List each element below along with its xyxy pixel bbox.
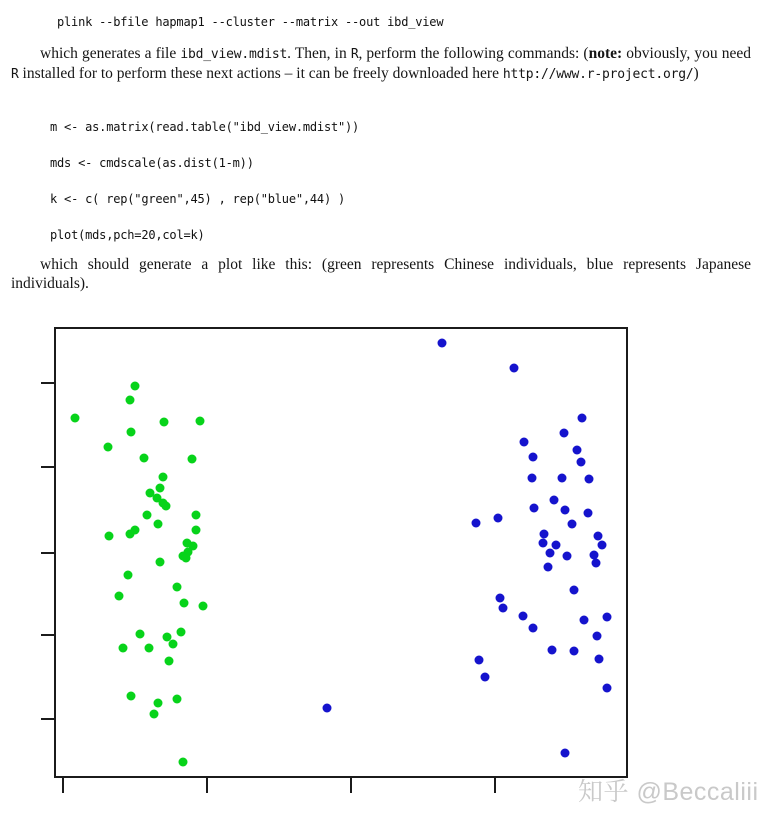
green-data-point (182, 554, 191, 563)
blue-data-point (578, 414, 587, 423)
blue-data-point (529, 453, 538, 462)
blue-data-point (548, 646, 557, 655)
blue-data-point (496, 594, 505, 603)
green-data-point (154, 520, 163, 529)
inline-code: R (11, 66, 19, 82)
blue-data-point (563, 552, 572, 561)
green-data-point (115, 592, 124, 601)
green-data-point (131, 382, 140, 391)
y-axis-tick (41, 634, 54, 636)
inline-code: R (350, 47, 359, 62)
green-data-point (119, 644, 128, 653)
green-data-point (192, 526, 201, 535)
paragraph-text: , perform the following commands: ( (358, 45, 589, 62)
green-data-point (156, 484, 165, 493)
green-data-point (162, 502, 171, 511)
green-data-point (71, 414, 80, 423)
green-data-point (160, 418, 169, 427)
bold-note: note: (588, 45, 623, 62)
blue-data-point (577, 458, 586, 467)
blue-data-point (561, 506, 570, 515)
blue-data-point (568, 520, 577, 529)
green-data-point (126, 396, 135, 405)
y-axis-tick (41, 552, 54, 554)
blue-data-point (584, 509, 593, 518)
blue-data-point (520, 438, 529, 447)
x-axis-tick (494, 778, 496, 793)
blue-data-point (561, 749, 570, 758)
blue-data-point (558, 474, 567, 483)
blue-data-point (546, 549, 555, 558)
green-data-point (124, 571, 133, 580)
blue-data-point (481, 673, 490, 682)
blue-data-point (499, 604, 508, 613)
paragraph-text: . Then, in (287, 45, 351, 62)
green-data-point (136, 630, 145, 639)
r-command-matrix: m <- as.matrix(read.table("ibd_view.mdist")) (50, 120, 360, 134)
green-data-point (188, 455, 197, 464)
blue-data-point (595, 655, 604, 664)
green-data-point (159, 473, 168, 482)
r-command-cmdscale: mds <- cmdscale(as.dist(1-m)) (50, 156, 254, 170)
green-data-point (104, 443, 113, 452)
paragraph-text: installed for to perform these next actions – it can be freely downloaded here (18, 64, 503, 82)
r-project-url-link[interactable]: http://www.r-project.org/ (502, 66, 694, 82)
blue-data-point (598, 541, 607, 550)
blue-data-point (540, 530, 549, 539)
paragraph-text: obviously, you need (622, 45, 751, 62)
y-axis-tick (41, 382, 54, 384)
plot-border (54, 327, 628, 778)
green-data-point (169, 640, 178, 649)
green-data-point (105, 532, 114, 541)
blue-data-point (519, 612, 528, 621)
green-data-point (140, 454, 149, 463)
blue-data-point (550, 496, 559, 505)
blue-data-point (570, 586, 579, 595)
watermark-zhihu-beccaliii: 知乎 @Beccaliii (578, 778, 759, 806)
x-axis-tick (206, 778, 208, 793)
blue-data-point (494, 514, 503, 523)
paragraph-plot-description: which should generate a plot like this: (green represents Chinese individuals, blue represents Japanese individuals). (11, 256, 751, 292)
blue-data-point (585, 475, 594, 484)
paragraph-text: which generates a file (40, 45, 181, 62)
blue-data-point (438, 339, 447, 348)
blue-data-point (593, 632, 602, 641)
blue-data-point (603, 684, 612, 693)
blue-data-point (472, 519, 481, 528)
green-data-point (165, 657, 174, 666)
r-command-plot: plot(mds,pch=20,col=k) (50, 228, 205, 242)
green-data-point (127, 692, 136, 701)
blue-data-point (592, 559, 601, 568)
green-data-point (192, 511, 201, 520)
y-axis-tick (41, 466, 54, 468)
paragraph-text: ) (693, 64, 699, 82)
green-data-point (145, 644, 154, 653)
x-axis-tick (350, 778, 352, 793)
green-data-point (143, 511, 152, 520)
green-data-point (177, 628, 186, 637)
green-data-point (154, 699, 163, 708)
green-data-point (173, 695, 182, 704)
green-data-point (127, 428, 136, 437)
blue-data-point (570, 647, 579, 656)
green-data-point (199, 602, 208, 611)
blue-data-point (530, 504, 539, 513)
green-data-point (156, 558, 165, 567)
y-axis-tick (41, 718, 54, 720)
blue-data-point (323, 704, 332, 713)
green-data-point (179, 758, 188, 767)
blue-data-point (544, 563, 553, 572)
green-data-point (146, 489, 155, 498)
blue-data-point (510, 364, 519, 373)
blue-data-point (475, 656, 484, 665)
blue-data-point (560, 429, 569, 438)
plink-command-code-line: plink --bfile hapmap1 --cluster --matrix --out ibd_view (57, 15, 444, 29)
inline-code: ibd_view.mdist (180, 47, 288, 62)
blue-data-point (539, 539, 548, 548)
r-command-colors: k <- c( rep("green",45) , rep("blue",44) ) (50, 192, 346, 206)
blue-data-point (580, 616, 589, 625)
green-data-point (150, 710, 159, 719)
green-data-point (126, 530, 135, 539)
x-axis-tick (62, 778, 64, 793)
blue-data-point (603, 613, 612, 622)
green-data-point (173, 583, 182, 592)
blue-data-point (529, 624, 538, 633)
blue-data-point (594, 532, 603, 541)
green-data-point (196, 417, 205, 426)
blue-data-point (573, 446, 582, 455)
blue-data-point (552, 541, 561, 550)
blue-data-point (528, 474, 537, 483)
green-data-point (180, 599, 189, 608)
